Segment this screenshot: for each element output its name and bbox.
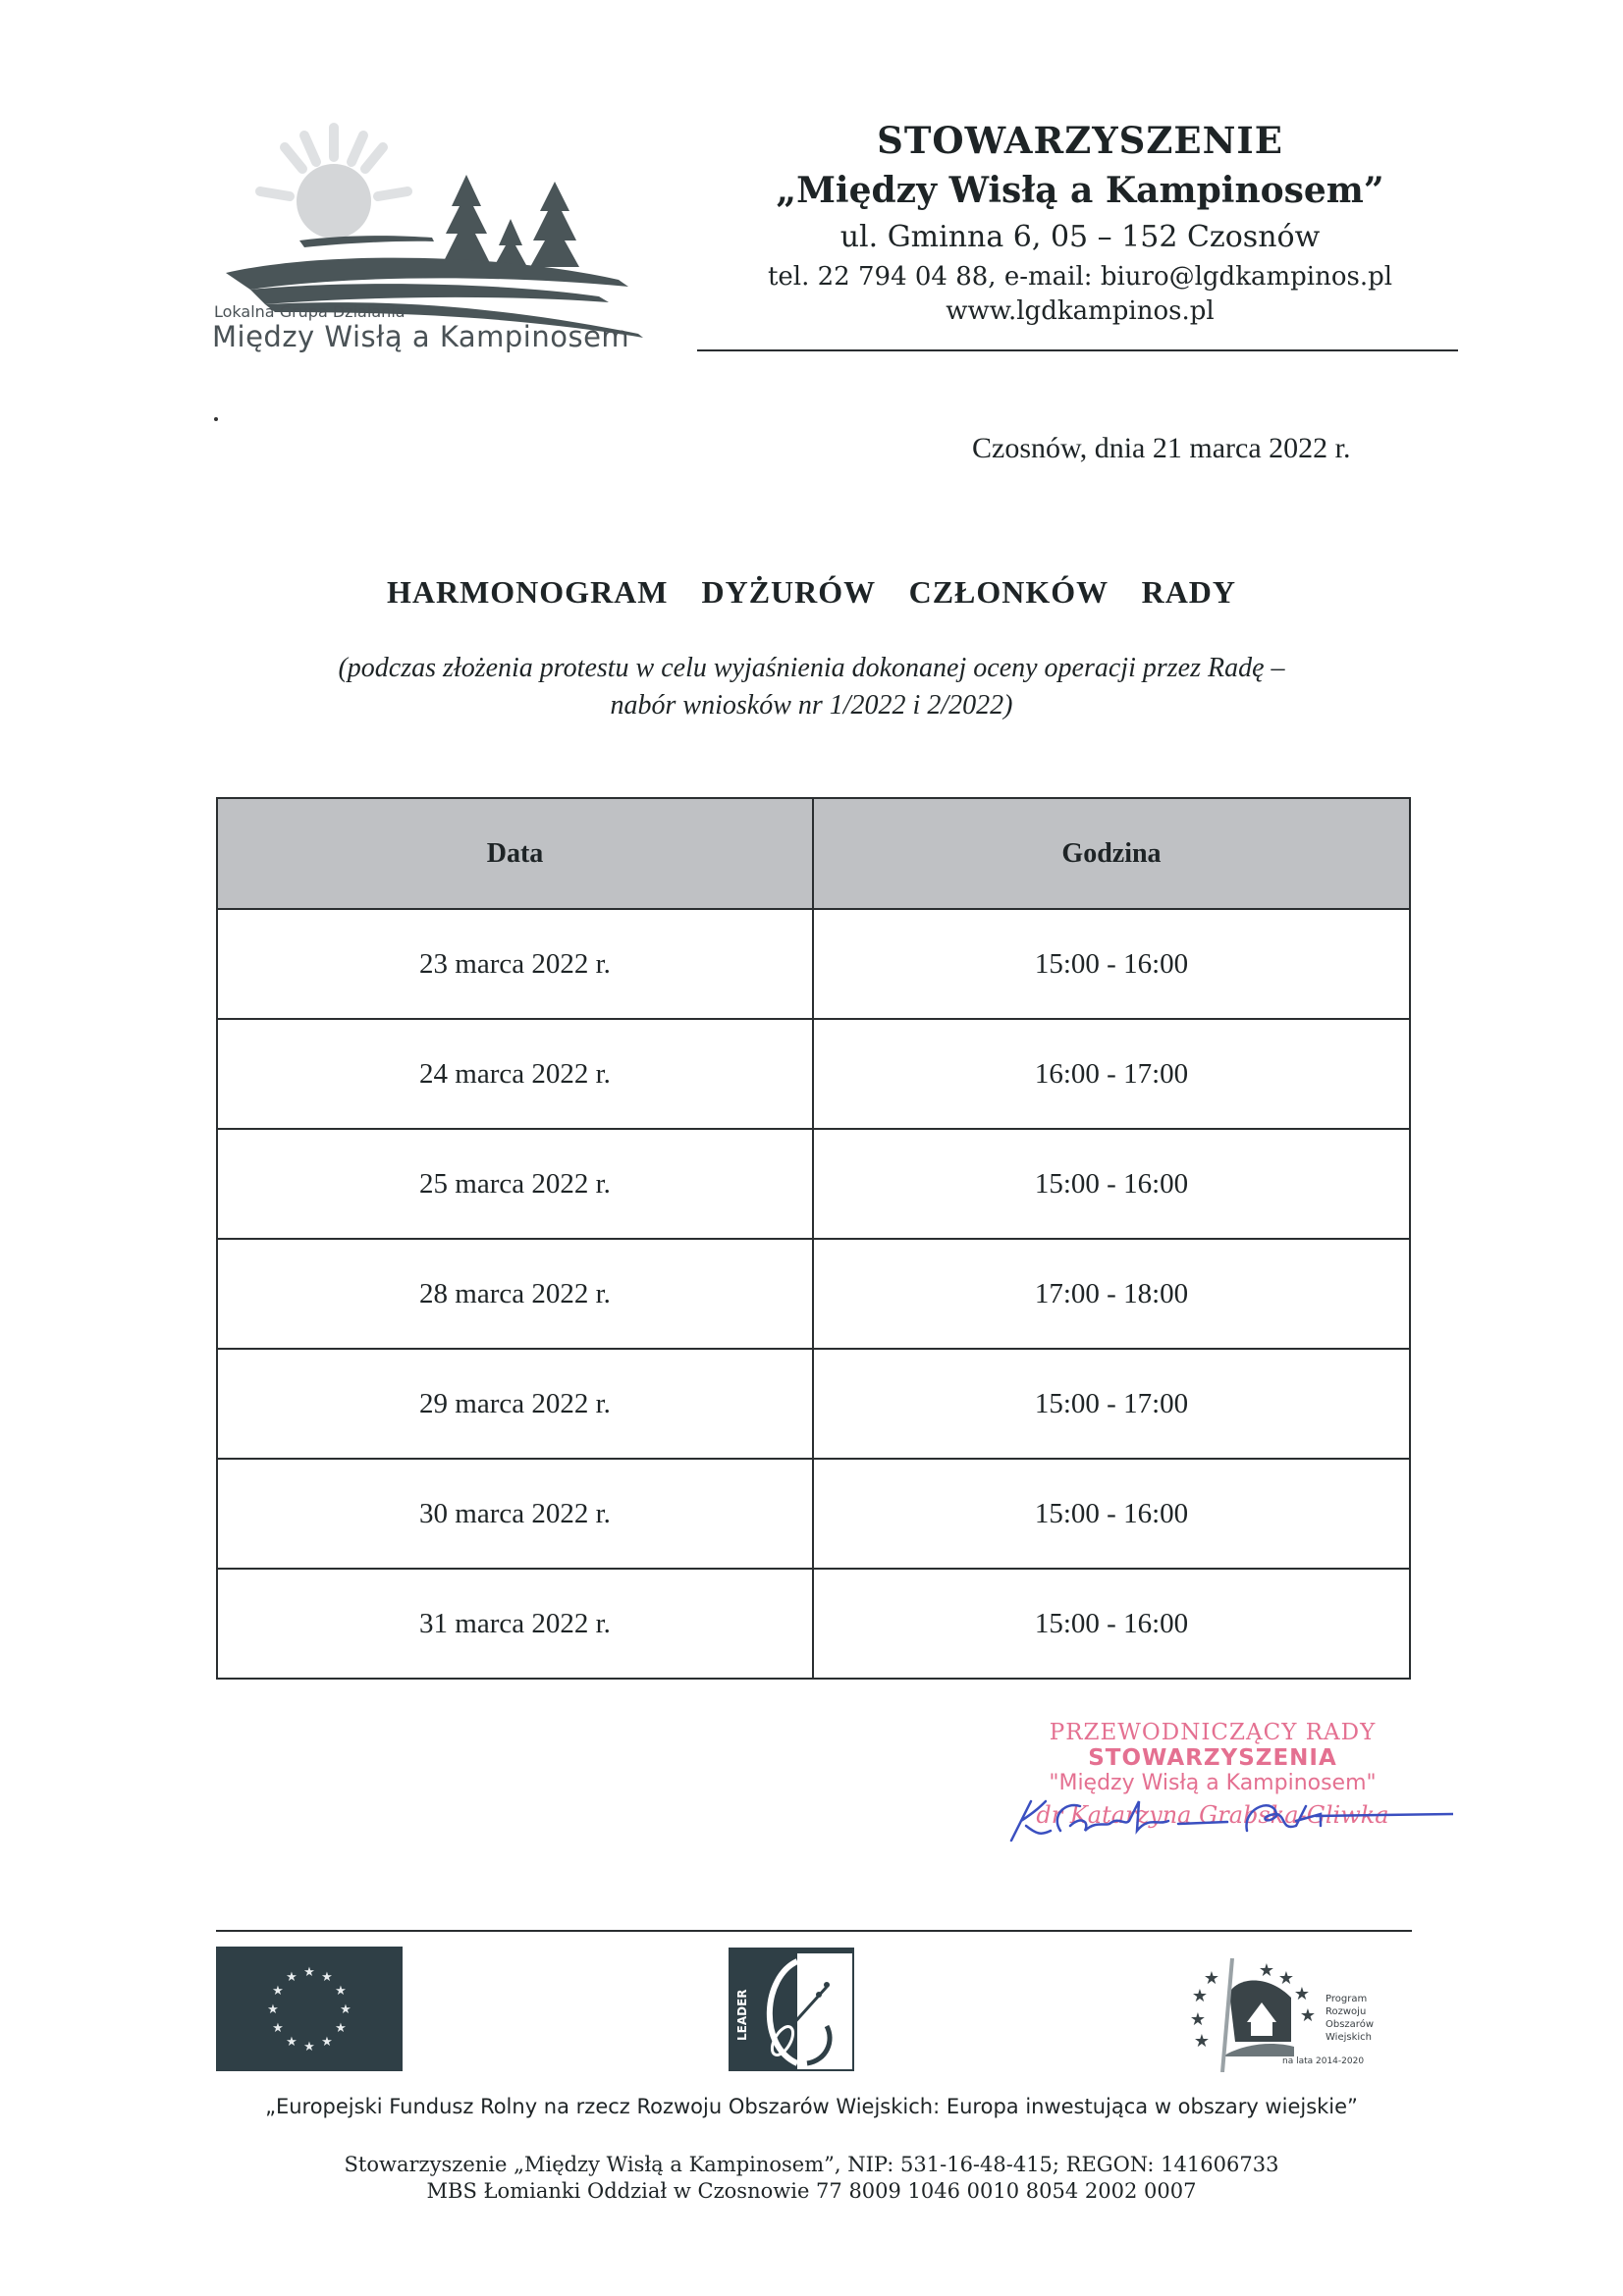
prow-line: Program (1325, 1994, 1368, 2004)
table-row (217, 1129, 1410, 1239)
svg-text:★: ★ (1299, 2005, 1317, 2026)
prow-line: Rozwoju (1325, 2006, 1367, 2017)
scan-dot (214, 417, 218, 421)
date-cell: 30 marca 2022 r. (217, 1459, 813, 1569)
time-cell: 15:00 - 16:00 (813, 1129, 1410, 1239)
footer-divider (216, 1930, 1412, 1932)
document-title: HARMONOGRAM DYŻURÓW CZŁONKÓW RADY (386, 574, 1237, 610)
stamp-role: PRZEWODNICZĄCY RADY (1049, 1720, 1377, 1745)
column-header-date: Data (217, 798, 813, 909)
footer-registration (0, 2152, 1623, 2205)
svg-text:★: ★ (1203, 1968, 1220, 1989)
svg-text:★: ★ (267, 2002, 279, 2017)
document-subtitle (196, 650, 1427, 724)
leader-label: LEADER (735, 1989, 749, 2041)
date-cell: 29 marca 2022 r. (217, 1349, 813, 1459)
document-date: Czosnów, dnia 21 marca 2022 r. (972, 432, 1351, 464)
eu-flag-icon (216, 1947, 403, 2071)
svg-text:★: ★ (272, 2021, 284, 2036)
time-cell: 15:00 - 16:00 (813, 1459, 1410, 1569)
svg-text:★: ★ (303, 1965, 315, 1980)
date-cell: 25 marca 2022 r. (217, 1129, 813, 1239)
subtitle-line-1: (podczas złożenia protestu w celu wyjaśnienia dokonanej oceny operacji przez Radę – (338, 653, 1285, 683)
table-row (217, 1019, 1410, 1129)
header-divider (697, 349, 1458, 351)
svg-text:★: ★ (303, 2040, 315, 2055)
sun-icon (260, 128, 407, 239)
svg-text:★: ★ (1258, 1960, 1275, 1981)
letterhead (687, 116, 1473, 328)
eafrd-slogan: „Europejski Fundusz Rolny na rzecz Rozwoju Obszarów Wiejskich: Europa inwestująca w obszary wiejskie” (265, 2095, 1358, 2118)
org-title: STOWARZYSZENIE (877, 119, 1283, 162)
org-website: www.lgdkampinos.pl (946, 296, 1215, 326)
svg-text:★: ★ (1189, 2009, 1207, 2030)
prow-line: Obszarów (1325, 2019, 1374, 2030)
signature (982, 1787, 1453, 1855)
date-cell: 24 marca 2022 r. (217, 1019, 813, 1129)
registration-line: Stowarzyszenie „Między Wisłą a Kampinosem”, NIP: 531-16-48-415; REGON: 141606733 (344, 2153, 1279, 2176)
svg-text:★: ★ (335, 2021, 347, 2036)
svg-text:★: ★ (335, 1984, 347, 1999)
svg-text:★: ★ (321, 1970, 333, 1985)
svg-text:★: ★ (272, 1984, 284, 1999)
time-cell: 15:00 - 16:00 (813, 909, 1410, 1019)
stamp-org-type: STOWARZYSZENIA (1088, 1745, 1337, 1771)
svg-text:★: ★ (1191, 1986, 1209, 2006)
svg-text:★: ★ (321, 2035, 333, 2050)
svg-text:★: ★ (1277, 1968, 1295, 1989)
time-cell: 16:00 - 17:00 (813, 1019, 1410, 1129)
logo-subtitle: Lokalna Grupa Działania (214, 302, 406, 321)
prow-years: na lata 2014-2020 (1282, 2056, 1365, 2066)
subtitle-line-2: nabór wniosków nr 1/2022 i 2/2022) (610, 690, 1013, 721)
logo-name: Między Wisłą a Kampinosem (212, 320, 630, 353)
stamp-person: dr Katarzyna Grabska-Gliwka (1036, 1801, 1389, 1829)
svg-text:★: ★ (340, 2002, 352, 2017)
table-row (217, 909, 1410, 1019)
svg-text:★: ★ (1293, 1984, 1311, 2004)
date-cell: 28 marca 2022 r. (217, 1239, 813, 1349)
time-cell: 17:00 - 18:00 (813, 1239, 1410, 1349)
prow-label (1325, 1993, 1374, 2044)
column-header-time: Godzina (813, 798, 1410, 909)
schedule-table (216, 797, 1411, 1680)
table-row (217, 1569, 1410, 1679)
bank-account-line: MBS Łomianki Oddział w Czosnowie 77 8009 1046 0010 8054 2002 0007 (426, 2179, 1197, 2203)
table-header-row (217, 798, 1410, 909)
trees-icon (442, 175, 579, 267)
svg-text:★: ★ (286, 1970, 298, 1985)
org-name: „Między Wisłą a Kampinosem” (776, 170, 1384, 211)
svg-text:★: ★ (286, 2035, 298, 2050)
time-cell: 15:00 - 16:00 (813, 1569, 1410, 1679)
leader-logo-icon (729, 1948, 854, 2071)
table-row (217, 1239, 1410, 1349)
table-row (217, 1349, 1410, 1459)
date-cell: 31 marca 2022 r. (217, 1569, 813, 1679)
table-row (217, 1459, 1410, 1569)
org-address: ul. Gminna 6, 05 – 152 Czosnów (839, 220, 1321, 254)
date-cell: 23 marca 2022 r. (217, 909, 813, 1019)
org-contact: tel. 22 794 04 88, e-mail: biuro@lgdkampinos.pl (767, 262, 1393, 292)
prow-line: Wiejskich (1325, 2032, 1372, 2043)
svg-text:★: ★ (1193, 2031, 1211, 2052)
time-cell: 15:00 - 17:00 (813, 1349, 1410, 1459)
stamp-org-name: "Między Wisłą a Kampinosem" (1049, 1771, 1377, 1795)
